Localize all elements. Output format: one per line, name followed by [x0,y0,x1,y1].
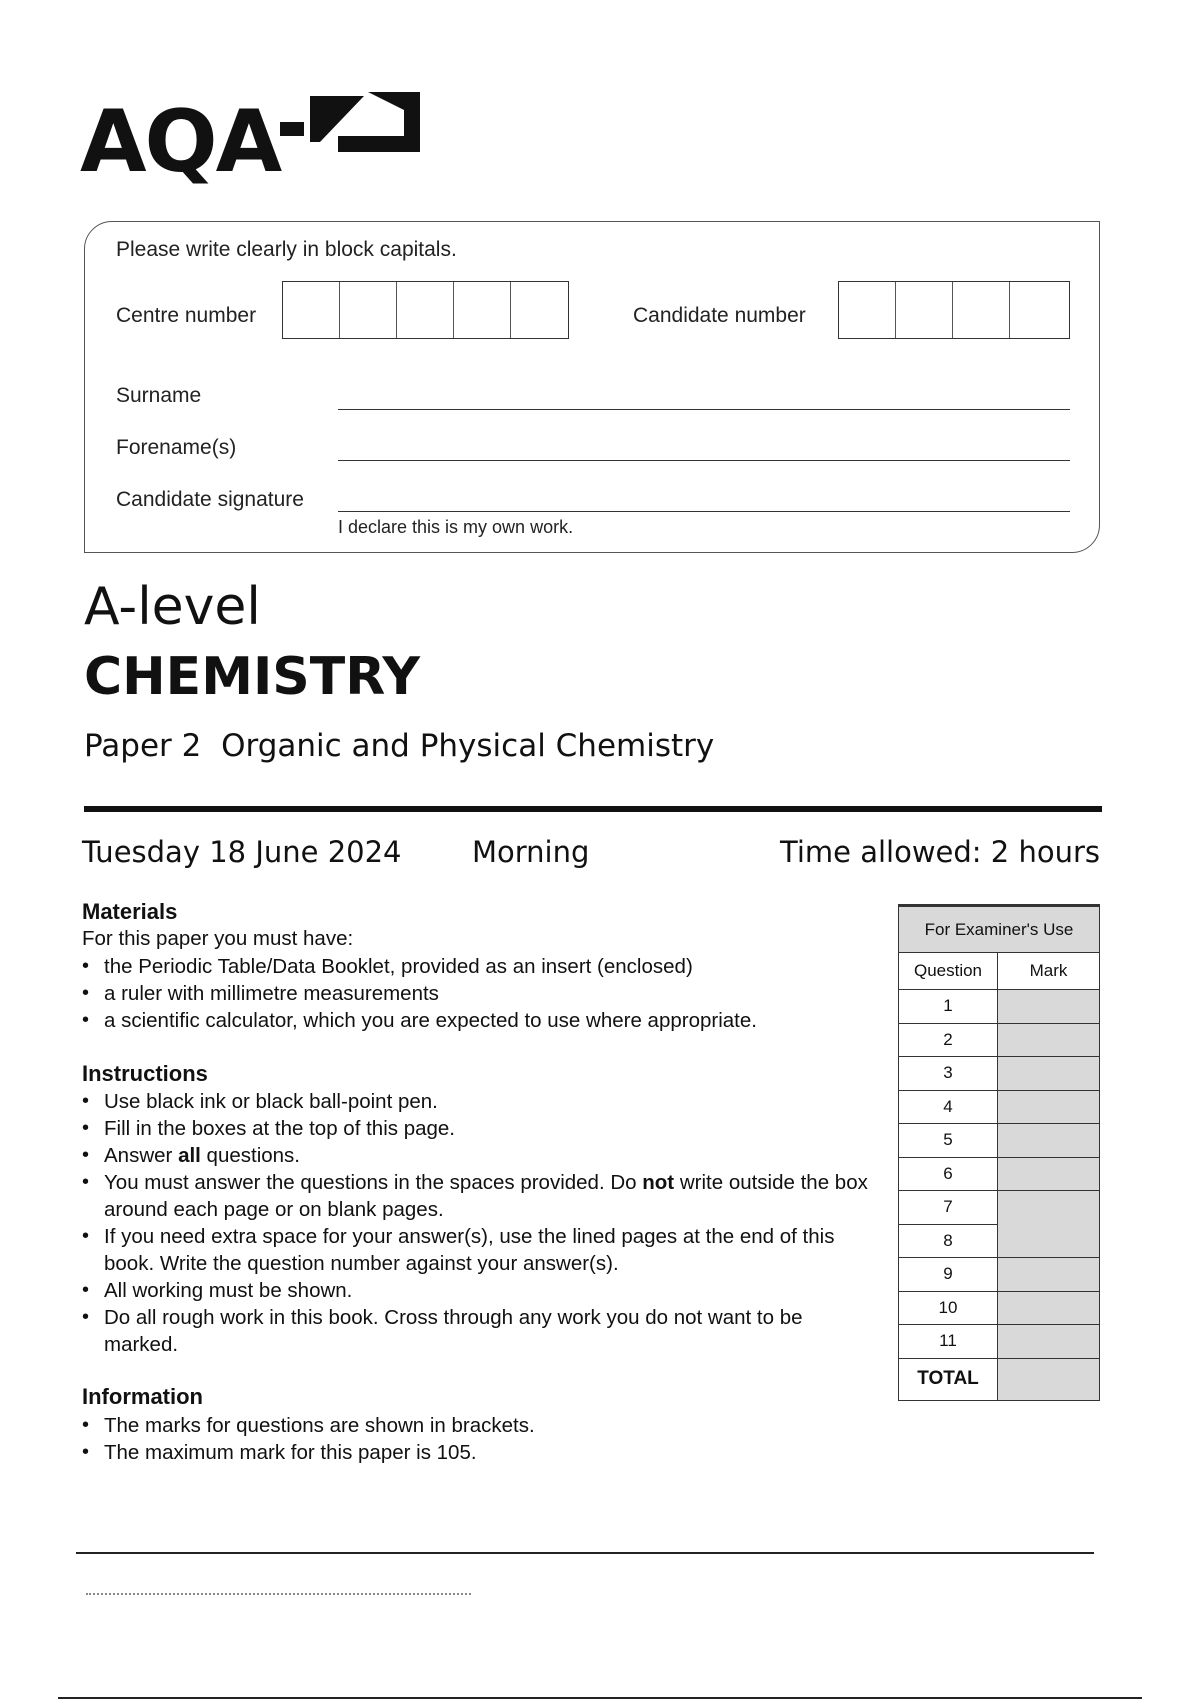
question-number: 11 [899,1325,998,1359]
list-item: • If you need extra space for your answer(s), use the lined pages at the end of this book. Write the question number against your answer(s). [82,1223,882,1277]
block-capitals-instruction: Please write clearly in block capitals. [116,238,457,261]
mark-cell [998,1023,1100,1057]
list-item: • The maximum mark for this paper is 105. [82,1439,882,1466]
question-number: 2 [899,1023,998,1057]
question-number: 1 [899,990,998,1024]
signature-label: Candidate signature [116,488,304,511]
list-item: • the Periodic Table/Data Booklet, provided as an insert (enclosed) [82,953,882,980]
mark-cell [998,1325,1100,1359]
question-number: 6 [899,1157,998,1191]
aqa-logo [80,92,350,192]
mark-cell [998,1057,1100,1091]
mark-cell [998,1258,1100,1292]
declaration-text: I declare this is my own work. [338,517,574,537]
candidate-number-field[interactable] [838,281,1070,339]
instructions-heading: Instructions [82,1061,208,1086]
forenames-line[interactable] [338,460,1070,461]
question-number: 5 [899,1124,998,1158]
mark-cell [998,1157,1100,1191]
qualification-level: A-level [84,577,261,637]
list-item: • The marks for questions are shown in brackets. [82,1412,882,1439]
instructions-list [82,1088,882,1358]
logo-mark-icon [280,92,420,162]
subject-title: CHEMISTRY [84,647,421,707]
list-item: • a scientific calculator, which you are expected to use where appropriate. [82,1007,882,1034]
information-heading: Information [82,1384,203,1409]
exam-date: Tuesday 18 June 2024 [82,835,402,869]
centre-number-digit[interactable] [397,282,454,338]
candidate-number-digit[interactable] [896,282,953,338]
materials-intro: For this paper you must have: [82,927,354,950]
question-number: 8 [899,1224,998,1258]
exam-session: Morning [472,835,590,869]
signature-line[interactable] [338,511,1070,512]
question-number: 9 [899,1258,998,1292]
bottom-divider [76,1552,1094,1554]
centre-number-digit[interactable] [511,282,568,338]
candidate-number-label: Candidate number [633,304,806,327]
centre-number-digit[interactable] [454,282,511,338]
centre-number-digit[interactable] [283,282,340,338]
candidate-number-digit[interactable] [839,282,896,338]
total-mark-cell [998,1358,1100,1400]
examiner-use-table [898,904,1100,1401]
list-item: • Use black ink or black ball-point pen. [82,1088,882,1115]
list-item: • Do all rough work in this book. Cross through any work you do not want to be marked. [82,1304,882,1358]
mark-cell [998,1191,1100,1258]
materials-list [82,953,882,1034]
centre-number-field[interactable] [282,281,569,339]
list-item: • Fill in the boxes at the top of this page. [82,1115,882,1142]
paper-name: Organic and Physical Chemistry [221,728,715,764]
materials-heading: Materials [82,899,178,924]
page-bottom-rule [58,1697,1142,1699]
candidate-number-digit[interactable] [1010,282,1067,338]
candidate-number-digit[interactable] [953,282,1010,338]
total-label: TOTAL [899,1358,998,1400]
mark-cell [998,990,1100,1024]
information-list [82,1412,882,1466]
logo-text: AQA [80,92,281,192]
paper-number: Paper 2 [84,728,202,764]
paper-title [84,726,714,766]
question-number: 3 [899,1057,998,1091]
mark-cell [998,1124,1100,1158]
surname-label: Surname [116,384,202,407]
mark-column-header: Mark [998,953,1100,990]
centre-number-label: Centre number [116,304,257,327]
footer-fine-print [86,1593,471,1595]
question-number: 7 [899,1191,998,1225]
list-item: • All working must be shown. [82,1277,882,1304]
mark-cell [998,1090,1100,1124]
mark-cell [998,1291,1100,1325]
title-divider [84,806,1102,812]
question-number: 4 [899,1090,998,1124]
examiner-table-header: For Examiner's Use [899,906,1100,953]
forenames-label: Forename(s) [116,436,237,459]
time-allowed: Time allowed: 2 hours [780,835,1100,869]
question-column-header: Question [899,953,998,990]
question-number: 10 [899,1291,998,1325]
list-item: • Answer all questions. [82,1142,882,1169]
centre-number-digit[interactable] [340,282,397,338]
surname-line[interactable] [338,409,1070,410]
list-item: • a ruler with millimetre measurements [82,980,882,1007]
list-item: • You must answer the questions in the spaces provided. Do not write outside the box around each page or on blank pages. [82,1169,882,1223]
